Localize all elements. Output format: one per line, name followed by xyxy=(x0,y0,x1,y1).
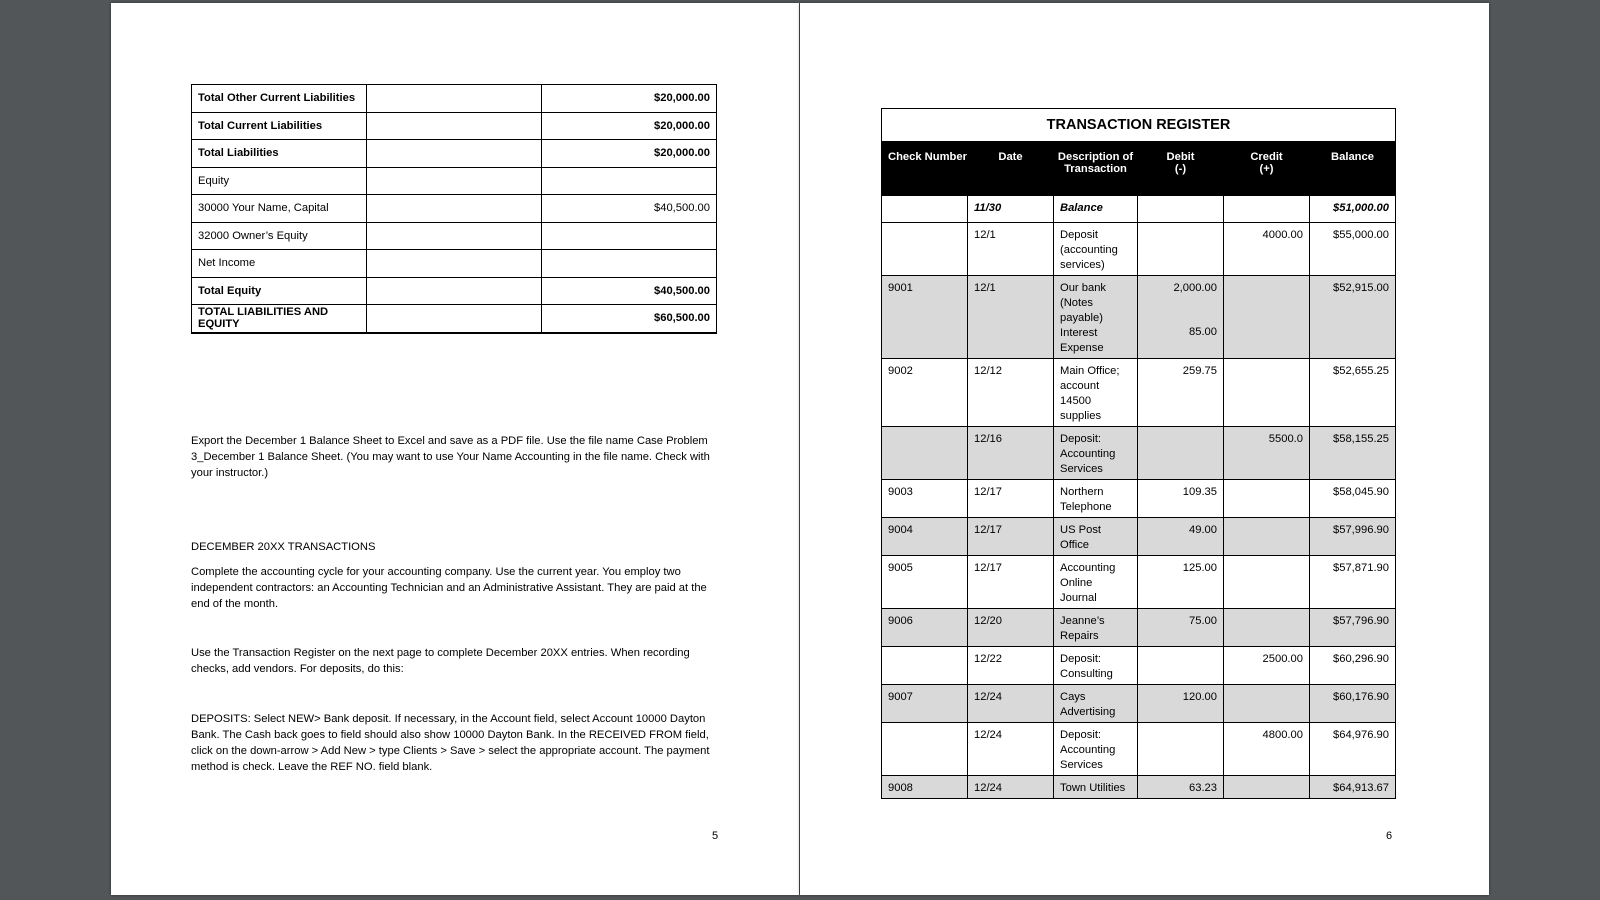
cell-debit: 75.00 xyxy=(1138,609,1224,647)
row-middle xyxy=(367,250,542,278)
cell-balance: $58,155.25 xyxy=(1310,427,1396,480)
cell-debit: 109.35 xyxy=(1138,480,1224,518)
cell-credit xyxy=(1224,480,1310,518)
balance-sheet-table xyxy=(191,84,717,334)
row-middle xyxy=(367,112,542,140)
cell-balance: $60,296.90 xyxy=(1310,647,1396,685)
cell-description: Cays Advertising xyxy=(1054,685,1138,723)
page-number: 5 xyxy=(712,830,719,842)
cell-date: 12/20 xyxy=(968,609,1054,647)
row-middle xyxy=(367,85,542,113)
cell-description: Deposit: Consulting xyxy=(1054,647,1138,685)
row-middle xyxy=(367,140,542,168)
transaction-row xyxy=(882,223,1396,276)
cell-description: Northern Telephone xyxy=(1054,480,1138,518)
cell-date: 12/17 xyxy=(968,518,1054,556)
cell-credit: 2500.00 xyxy=(1224,647,1310,685)
balance-row xyxy=(192,85,717,113)
transaction-row xyxy=(882,518,1396,556)
cell-debit xyxy=(1138,223,1224,276)
cell-debit: 120.00 xyxy=(1138,685,1224,723)
cell-date: 12/1 xyxy=(968,276,1054,359)
balance-row xyxy=(192,195,717,223)
cell-description: Deposit: Accounting Services xyxy=(1054,427,1138,480)
row-label: Total Liabilities xyxy=(192,140,367,168)
row-middle xyxy=(367,305,542,333)
cell-balance: $64,976.90 xyxy=(1310,723,1396,776)
row-amount xyxy=(542,167,717,195)
row-label: Total Equity xyxy=(192,277,367,305)
row-amount: $40,500.00 xyxy=(542,195,717,223)
cell-balance: $57,796.90 xyxy=(1310,609,1396,647)
accounting-cycle-instructions: Complete the accounting cycle for your accounting company. Use the current year. You employ two independent contractors: an Accounting Technician and an Administrative Assistant. They are paid at the end of the month. xyxy=(191,566,707,610)
cell-balance: $55,000.00 xyxy=(1310,223,1396,276)
deposits-instructions: DEPOSITS: Select NEW> Bank deposit. If necessary, in the Account field, select Account 10000 Dayton Bank. The Cash back goes to field should also show 10000 Dayton Bank. In the RECEIVED FROM field, click on the down-arrow > Add New > type Clients > Save > select the appropriate account. The payment method is check. Leave the REF NO. field blank. xyxy=(191,713,710,773)
cell-check xyxy=(882,723,968,776)
transaction-row xyxy=(882,427,1396,480)
cell-balance: $57,871.90 xyxy=(1310,556,1396,609)
cell-balance: $57,996.90 xyxy=(1310,518,1396,556)
cell-description: Main Office; account 14500 supplies xyxy=(1054,359,1138,427)
cell-check: 9007 xyxy=(882,685,968,723)
cell-date: 12/24 xyxy=(968,723,1054,776)
row-label: Total Other Current Liabilities xyxy=(192,85,367,113)
cell-credit xyxy=(1224,518,1310,556)
transaction-row xyxy=(882,647,1396,685)
row-label: Total Current Liabilities xyxy=(192,112,367,140)
cell-date: 12/1 xyxy=(968,223,1054,276)
cell-description: Our bank (Notes payable) Interest Expense xyxy=(1054,276,1138,359)
debit-amount: 2,000.00 xyxy=(1173,282,1217,294)
transaction-row xyxy=(882,723,1396,776)
row-amount xyxy=(542,222,717,250)
cell-debit: 259.75 xyxy=(1138,359,1224,427)
cell-debit xyxy=(1138,427,1224,480)
cell-check xyxy=(882,196,968,223)
debit-amount-interest: 85.00 xyxy=(1189,326,1217,338)
cell-description: US Post Office xyxy=(1054,518,1138,556)
cell-credit xyxy=(1224,776,1310,799)
cell-debit xyxy=(1138,723,1224,776)
cell-description: Deposit (accounting services) xyxy=(1054,223,1138,276)
header-balance: Balance xyxy=(1310,142,1396,196)
export-instructions: Export the December 1 Balance Sheet to Excel and save as a PDF file. Use the file name Case Problem 3_December 1 Balance Sheet. (You may want to use Your Name Accounting in the file name. Check with your instructor.) xyxy=(191,435,710,479)
document-page-left xyxy=(111,3,799,895)
row-amount: $20,000.00 xyxy=(542,85,717,113)
cell-check xyxy=(882,223,968,276)
row-label: Net Income xyxy=(192,250,367,278)
header-date: Date xyxy=(968,142,1054,196)
balance-row xyxy=(192,167,717,195)
cell-credit: 4000.00 xyxy=(1224,223,1310,276)
row-amount: $40,500.00 xyxy=(542,277,717,305)
cell-description: Deposit: Accounting Services xyxy=(1054,723,1138,776)
cell-check xyxy=(882,647,968,685)
balance-row xyxy=(192,222,717,250)
cell-debit xyxy=(1138,196,1224,223)
cell-date: 11/30 xyxy=(968,196,1054,223)
row-middle xyxy=(367,277,542,305)
header-check-number: Check Number xyxy=(882,142,968,196)
row-amount: $20,000.00 xyxy=(542,112,717,140)
cell-check: 9003 xyxy=(882,480,968,518)
transaction-row xyxy=(882,359,1396,427)
row-middle xyxy=(367,222,542,250)
cell-credit: 5500.0 xyxy=(1224,427,1310,480)
cell-date: 12/12 xyxy=(968,359,1054,427)
cell-description: Accounting Online Journal xyxy=(1054,556,1138,609)
balance-row xyxy=(192,250,717,278)
row-label: 32000 Owner’s Equity xyxy=(192,222,367,250)
cell-description: Jeanne’s Repairs xyxy=(1054,609,1138,647)
header-description: Description of Transaction xyxy=(1054,142,1138,196)
transaction-row xyxy=(882,480,1396,518)
cell-check: 9001 xyxy=(882,276,968,359)
register-instructions: Use the Transaction Register on the next page to complete December 20XX entries. When recording checks, add vendors. For deposits, do this: xyxy=(191,647,690,675)
page-number: 6 xyxy=(1386,830,1393,842)
transaction-row xyxy=(882,556,1396,609)
row-amount xyxy=(542,250,717,278)
row-middle xyxy=(367,195,542,223)
transaction-row xyxy=(882,609,1396,647)
cell-date: 12/22 xyxy=(968,647,1054,685)
cell-check: 9002 xyxy=(882,359,968,427)
cell-check: 9005 xyxy=(882,556,968,609)
cell-credit xyxy=(1224,276,1310,359)
balance-row xyxy=(192,140,717,168)
register-header-row xyxy=(882,142,1396,196)
cell-balance: $64,913.67 xyxy=(1310,776,1396,799)
cell-date: 12/24 xyxy=(968,685,1054,723)
cell-debit xyxy=(1138,647,1224,685)
cell-balance: $60,176.90 xyxy=(1310,685,1396,723)
transaction-register-table xyxy=(881,108,1396,799)
cell-credit xyxy=(1224,609,1310,647)
row-middle xyxy=(367,167,542,195)
cell-credit xyxy=(1224,359,1310,427)
cell-debit xyxy=(1138,276,1224,359)
cell-date: 12/16 xyxy=(968,427,1054,480)
transaction-row xyxy=(882,776,1396,799)
cell-check: 9008 xyxy=(882,776,968,799)
cell-description: Balance xyxy=(1054,196,1138,223)
cell-credit xyxy=(1224,685,1310,723)
row-label: 30000 Your Name, Capital xyxy=(192,195,367,223)
header-credit: Credit (+) xyxy=(1224,142,1310,196)
december-heading: DECEMBER 20XX TRANSACTIONS xyxy=(191,541,376,553)
cell-credit xyxy=(1224,556,1310,609)
cell-date: 12/17 xyxy=(968,480,1054,518)
balance-row xyxy=(192,305,717,333)
transaction-row xyxy=(882,276,1396,359)
cell-check: 9006 xyxy=(882,609,968,647)
cell-balance: $52,655.25 xyxy=(1310,359,1396,427)
balance-row xyxy=(192,277,717,305)
cell-debit: 63.23 xyxy=(1138,776,1224,799)
cell-date: 12/17 xyxy=(968,556,1054,609)
cell-credit: 4800.00 xyxy=(1224,723,1310,776)
header-debit: Debit (-) xyxy=(1138,142,1224,196)
balance-row xyxy=(192,112,717,140)
row-label: TOTAL LIABILITIES AND EQUITY xyxy=(192,305,367,333)
document-page-right xyxy=(800,3,1489,895)
row-amount: $20,000.00 xyxy=(542,140,717,168)
register-title: TRANSACTION REGISTER xyxy=(882,109,1396,142)
cell-credit xyxy=(1224,196,1310,223)
row-label: Equity xyxy=(192,167,367,195)
transaction-row xyxy=(882,685,1396,723)
cell-check: 9004 xyxy=(882,518,968,556)
opening-balance-row xyxy=(882,196,1396,223)
cell-balance: $58,045.90 xyxy=(1310,480,1396,518)
cell-balance: $51,000.00 xyxy=(1310,196,1396,223)
cell-debit: 125.00 xyxy=(1138,556,1224,609)
cell-date: 12/24 xyxy=(968,776,1054,799)
cell-balance: $52,915.00 xyxy=(1310,276,1396,359)
cell-check xyxy=(882,427,968,480)
row-amount: $60,500.00 xyxy=(542,305,717,333)
cell-description: Town Utilities xyxy=(1054,776,1138,799)
cell-debit: 49.00 xyxy=(1138,518,1224,556)
